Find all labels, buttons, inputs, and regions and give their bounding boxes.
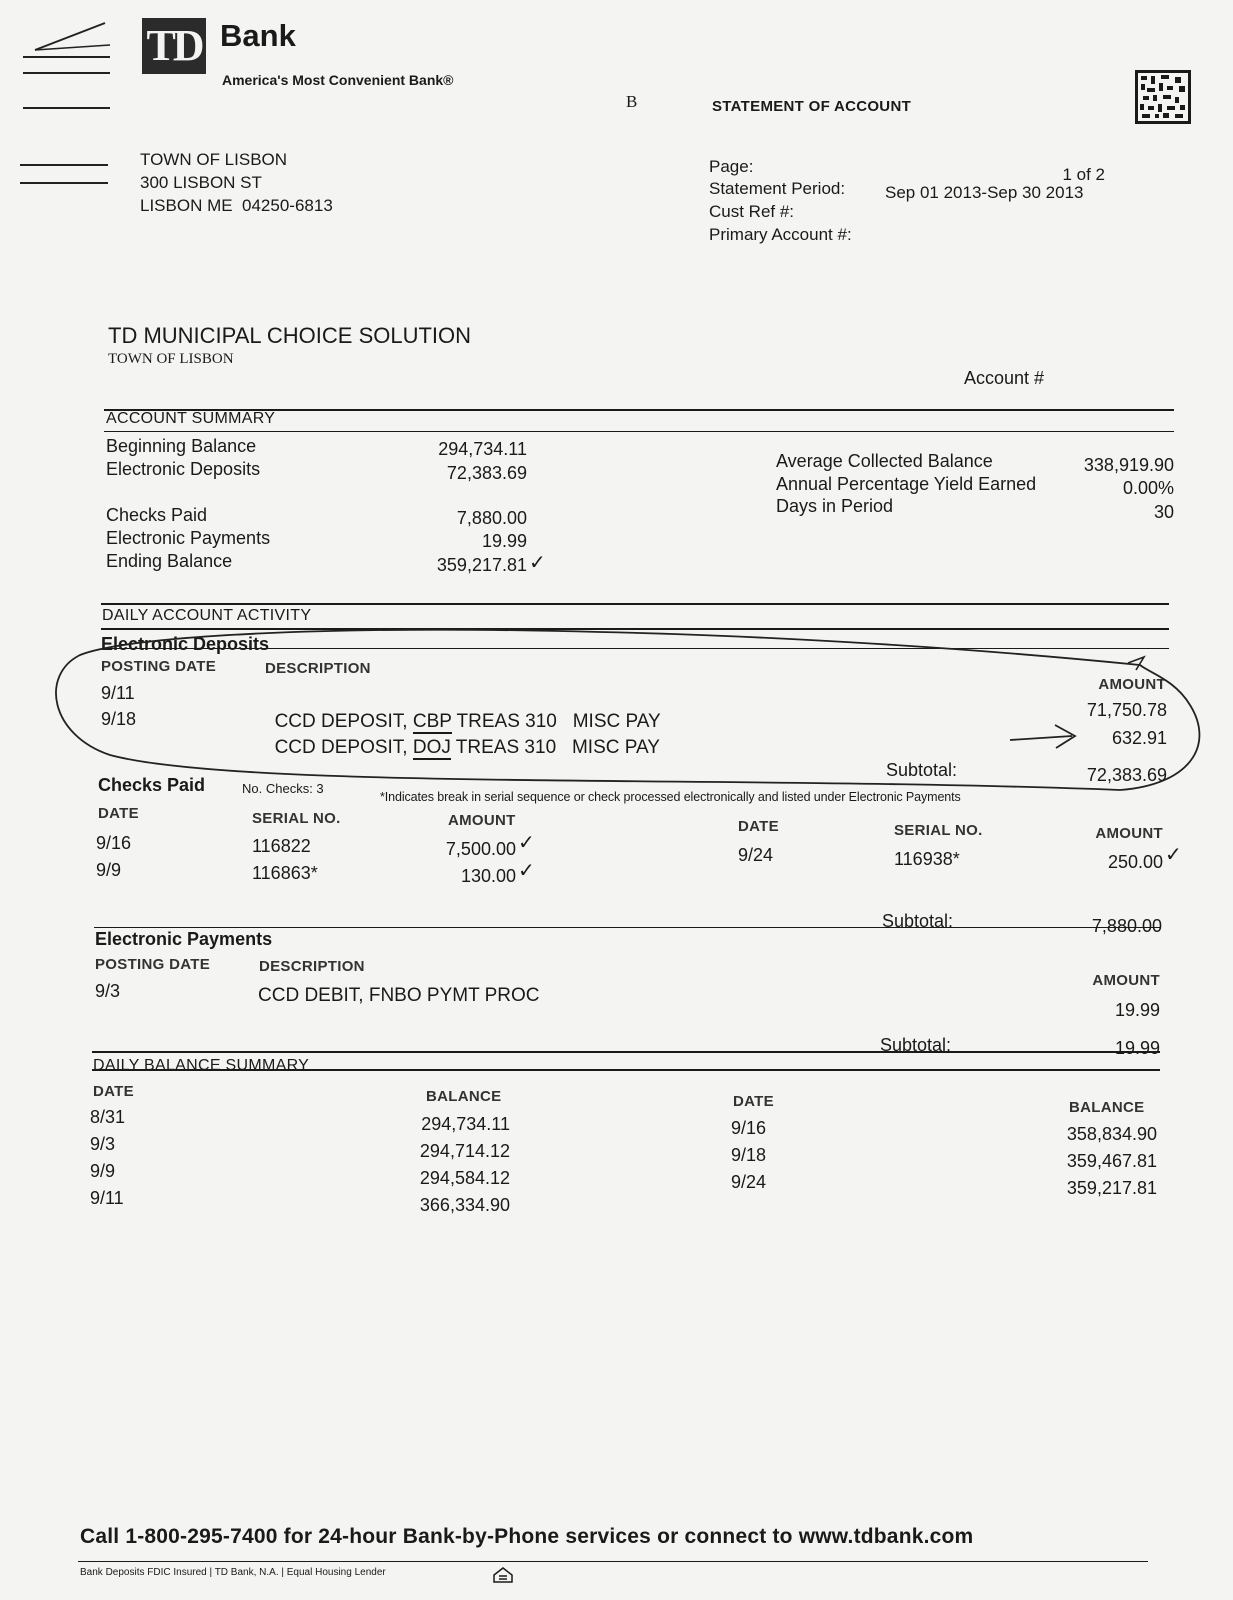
payments-subtotal: 19.99 <box>1114 1038 1160 1058</box>
col-posting-date: POSTING DATE <box>95 956 210 973</box>
deposit-desc-prefix: CCD DEPOSIT, <box>274 711 413 732</box>
balance-value: 294,584.12 <box>419 1168 510 1188</box>
balance-dates-right <box>731 1115 766 1196</box>
deposit-desc-prefix: CCD DEPOSIT, <box>274 737 413 758</box>
bank-name: Bank <box>220 18 296 53</box>
col-balance: BALANCE <box>426 1088 502 1105</box>
equal-housing-icon <box>492 1566 514 1584</box>
check-serial: 116938* <box>894 849 960 869</box>
checkmark-icon: ✓ <box>518 830 535 854</box>
balance-value: 359,467.81 <box>1066 1151 1157 1171</box>
col-amount: AMOUNT <box>1095 825 1163 842</box>
checks-count: No. Checks: 3 <box>242 781 324 796</box>
summary-right-label: Days in Period <box>776 496 894 516</box>
td-logo-text: TD <box>146 21 202 70</box>
payment-date: 9/3 <box>95 981 121 1001</box>
footer-call: Call 1-800-295-7400 for 24-hour Bank-by-Phone services or connect to www.tdbank.com <box>80 1525 974 1548</box>
account-summary-heading: ACCOUNT SUMMARY <box>106 410 276 427</box>
summary-value: 19.99 <box>481 531 527 551</box>
balance-value: 294,734.11 <box>421 1114 510 1134</box>
account-number-label: Account # <box>964 368 1045 388</box>
summary-right-label: Annual Percentage Yield Earned <box>776 474 1037 494</box>
col-balance: BALANCE <box>1069 1099 1145 1116</box>
checkmark-icon: ✓ <box>529 550 546 574</box>
daily-balance-heading: DAILY BALANCE SUMMARY <box>93 1057 310 1074</box>
deposits-subtotal-label: Subtotal: <box>886 760 958 780</box>
deposit-date: 9/18 <box>101 709 137 729</box>
product-subtitle: TOWN OF LISBON <box>108 351 234 367</box>
footer-legal: Bank Deposits FDIC Insured | TD Bank, N.A. | Equal Housing Lender <box>80 1567 386 1578</box>
col-date: DATE <box>93 1083 134 1100</box>
summary-value: 7,880.00 <box>456 508 527 528</box>
payment-description: CCD DEBIT, FNBO PYMT PROC <box>258 985 540 1006</box>
col-description: DESCRIPTION <box>259 958 365 975</box>
electronic-deposits-title: Electronic Deposits <box>101 634 270 654</box>
col-date: DATE <box>98 805 139 822</box>
summary-label: Checks Paid <box>106 505 208 525</box>
electronic-payments-title: Electronic Payments <box>95 929 273 949</box>
balance-value: 359,217.81 <box>1066 1178 1157 1198</box>
check-date: 9/24 <box>738 845 774 865</box>
check-amount: 7,500.00 <box>445 839 516 859</box>
balance-dates-left <box>90 1104 125 1212</box>
qr-code <box>1135 70 1191 124</box>
col-serial: SERIAL NO. <box>252 810 341 827</box>
summary-right-value: 0.00% <box>1122 478 1174 498</box>
summary-right-label: Average Collected Balance <box>776 451 993 471</box>
col-amount: AMOUNT <box>1092 972 1160 989</box>
checkmark-icon: ✓ <box>518 858 535 882</box>
balance-date: 8/31 <box>90 1107 126 1127</box>
customer-city: LISBON ME 04250-6813 <box>140 196 333 215</box>
col-date: DATE <box>738 818 779 835</box>
summary-value: 359,217.81 <box>436 555 527 575</box>
balance-value: 366,334.90 <box>419 1195 510 1215</box>
balance-date: 9/16 <box>731 1118 767 1138</box>
checks-subtotal: 7,880.00 <box>1091 916 1162 936</box>
balance-value: 294,714.12 <box>419 1141 510 1161</box>
balance-date: 9/18 <box>731 1145 767 1165</box>
page-value: 1 of 2 <box>1062 165 1105 184</box>
col-date: DATE <box>733 1093 774 1110</box>
col-amount: AMOUNT <box>1098 676 1166 693</box>
bank-tagline: America's Most Convenient Bank® <box>222 72 454 88</box>
balance-date: 9/24 <box>731 1172 767 1192</box>
checks-subtotal-label: Subtotal: <box>882 911 954 931</box>
checks-note: *Indicates break in serial sequence or check processed electronically and listed under Electronic Payments <box>380 790 961 804</box>
deposit-desc-suffix: TREAS 310 MISC PAY <box>451 711 661 732</box>
balance-values-right <box>1020 1121 1157 1202</box>
deposit-amount: 632.91 <box>1111 728 1167 748</box>
check-serial: 116822 <box>252 836 311 856</box>
balance-value: 358,834.90 <box>1066 1124 1157 1144</box>
period-label: Statement Period: <box>709 179 846 198</box>
statement-title: STATEMENT OF ACCOUNT <box>712 98 912 115</box>
summary-right-value: 30 <box>1153 502 1174 522</box>
daily-activity-heading: DAILY ACCOUNT ACTIVITY <box>102 607 312 624</box>
col-posting-date: POSTING DATE <box>101 658 216 675</box>
mark-b: B <box>626 92 638 111</box>
summary-label: Ending Balance <box>106 551 233 571</box>
col-description: DESCRIPTION <box>265 660 371 677</box>
check-date: 9/9 <box>96 860 122 880</box>
balance-values-left <box>380 1111 510 1219</box>
summary-label: Electronic Payments <box>106 528 271 548</box>
customer-name: TOWN OF LISBON <box>140 150 288 169</box>
product-title: TD MUNICIPAL CHOICE SOLUTION <box>108 323 472 348</box>
primary-account-label: Primary Account #: <box>709 225 852 244</box>
deposit-amount: 71,750.78 <box>1086 700 1167 720</box>
cust-ref-label: Cust Ref #: <box>709 202 795 221</box>
check-date: 9/16 <box>96 833 132 853</box>
deposit-desc-code: DOJ <box>412 737 451 758</box>
checkmark-icon: ✓ <box>1165 842 1182 866</box>
summary-label: Electronic Deposits <box>106 459 261 479</box>
check-serial: 116863* <box>252 863 318 883</box>
handwritten-marks <box>15 15 115 190</box>
col-serial: SERIAL NO. <box>894 822 983 839</box>
period-value: Sep 01 2013-Sep 30 2013 <box>885 183 1084 202</box>
handwritten-circle <box>40 625 1220 805</box>
summary-right-value: 338,919.90 <box>1083 455 1174 475</box>
page-label: Page: <box>709 157 754 176</box>
customer-street: 300 LISBON ST <box>140 173 262 192</box>
check-amount: 130.00 <box>460 866 516 886</box>
payments-subtotal-label: Subtotal: <box>880 1035 952 1055</box>
deposits-subtotal: 72,383.69 <box>1086 765 1167 785</box>
checks-paid-title: Checks Paid <box>98 775 206 795</box>
balance-date: 9/9 <box>90 1161 116 1181</box>
summary-value: 72,383.69 <box>446 463 527 483</box>
deposit-date: 9/11 <box>101 683 135 703</box>
balance-date: 9/11 <box>90 1188 124 1208</box>
payment-amount: 19.99 <box>1114 1000 1160 1020</box>
balance-date: 9/3 <box>90 1134 116 1154</box>
check-amount: 250.00 <box>1107 852 1163 872</box>
summary-value: 294,734.11 <box>438 439 527 459</box>
deposit-desc-suffix: TREAS 310 MISC PAY <box>450 737 660 758</box>
deposit-desc-code: CBP <box>412 711 452 732</box>
summary-label: Beginning Balance <box>106 436 257 456</box>
col-amount: AMOUNT <box>448 812 516 829</box>
